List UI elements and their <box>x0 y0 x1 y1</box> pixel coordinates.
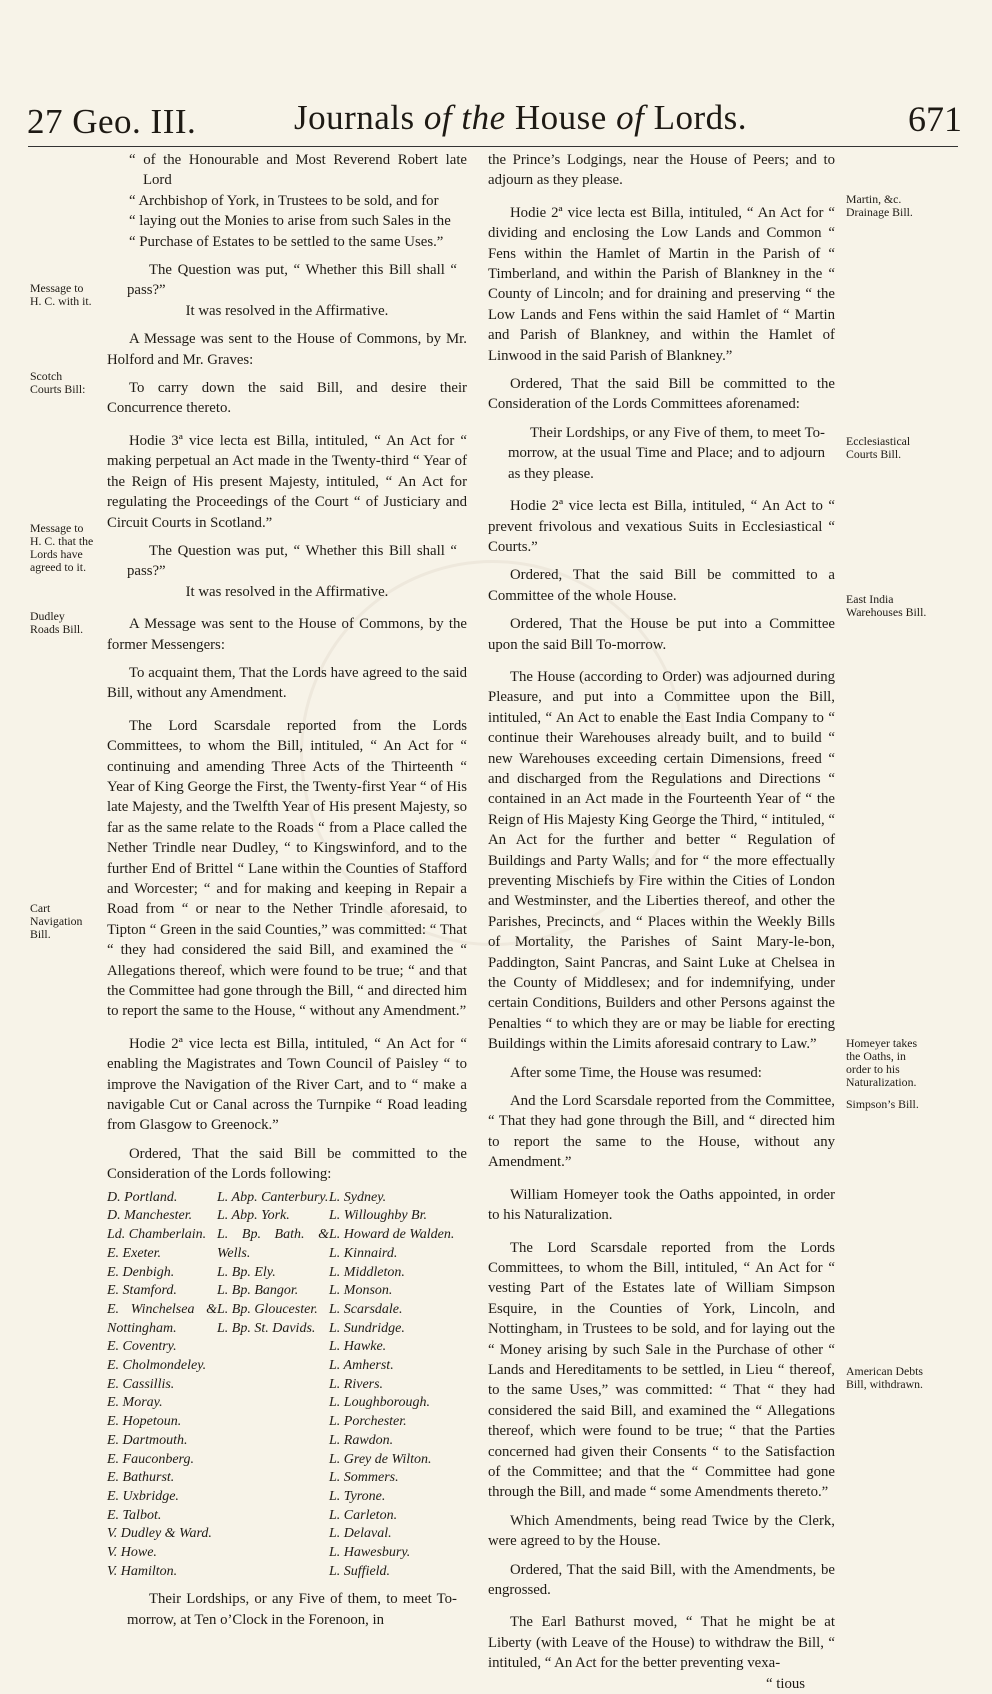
lord-name: L. Abp. York. <box>217 1208 290 1224</box>
lord-name: L. Bp. Bath. & Wells. <box>217 1227 329 1261</box>
message-paragraph: To acquaint them, That the Lords have agreed to the said Bill, without any Amendment. <box>107 664 467 702</box>
margin-note: Martin, &c. Drainage Bill. <box>846 192 913 219</box>
lord-name: L. Rawdon. <box>329 1432 394 1448</box>
lord-name: L. Suffield. <box>329 1563 391 1579</box>
text-paragraph: Which Amendments, being read Twice by the Clerk, were agreed to by the House. <box>488 1512 835 1550</box>
lord-name: L. Rivers. <box>329 1376 384 1392</box>
lord-name: L. Sydney. <box>329 1189 387 1205</box>
title-word: of <box>423 98 453 137</box>
lord-name: L. Middleton. <box>329 1264 405 1280</box>
lords-list <box>107 1189 467 1582</box>
lords-column <box>107 1189 217 1582</box>
lord-name: Ld. Chamberlain. <box>107 1227 207 1243</box>
lord-name: E. Coventry. <box>107 1339 177 1355</box>
lord-name: D. Portland. <box>107 1189 178 1205</box>
message-paragraph: A Message was sent to the House of Commons, by Mr. Holford and Mr. Graves: <box>107 331 467 368</box>
ordered-paragraph: Ordered, That the said Bill be committed to the Consideration of the Lords Committees aforenamed: <box>488 376 835 413</box>
lord-name: L. Carleton. <box>329 1507 398 1523</box>
report-paragraph: The Lord Scarsdale reported from the Lords Committees, to whom the Bill, intituled, “ An Act for “ continuing and amending Three Acts of the Thirteenth “ Year of King George the First, the Twenty-first Year “ of His late Majesty, and the Twelfth Year of His present Majesty, so far as the same relate to the Roads “ from a Place called the Nether Trindle near Dudley, “ to Kingswinford, and to the further End of Brittel “ Lane within the Counties of Stafford and Worcester; “ and for making and keeping in Repair a Road from “ or near to the Nether Trindle aforesaid, to Tipton “ Green in the said Counties,” was committed: “ That “ they had considered the said Bill, and examined the “ Allegations thereof, which were found to be true; “ and that the Committee had gone through the Bill, “ and directed him to report the same to the House, “ without any Amendment.” <box>107 717 467 1020</box>
title-word: of <box>616 98 645 137</box>
text-line: “ laying out the Monies to arise from such Sales in the <box>129 213 451 230</box>
lord-name: L. Hawke. <box>329 1339 387 1355</box>
resolution: It was resolved in the Affirmative. <box>185 302 389 319</box>
text-line: “ Archbishop of York, in Trustees to be sold, and for <box>129 192 439 209</box>
margin-note: Ecclesiastical Courts Bill. <box>846 434 911 461</box>
lord-name: E. Stamford. <box>107 1283 177 1299</box>
page-number: 671 <box>908 99 962 139</box>
lord-name: L. Delaval. <box>329 1526 392 1542</box>
margin-note: American Debts Bill, withdrawn. <box>846 1364 924 1391</box>
question: The Question was put, “ Whether this Bill shall “ pass?” <box>127 542 457 580</box>
text-line: the Prince’s Lodgings, near the House of Peers; and to adjourn as they please. <box>488 152 835 189</box>
lord-name: E. Cassillis. <box>107 1376 175 1392</box>
lord-name: E. Uxbridge. <box>107 1488 179 1504</box>
title-word: Journals <box>294 98 415 137</box>
lord-name: V. Howe. <box>107 1545 157 1561</box>
message-paragraph: To carry down the said Bill, and desire their Concurrence thereto. <box>107 380 467 417</box>
lord-name: E. Exeter. <box>107 1245 162 1261</box>
lord-name: E. Talbot. <box>107 1507 162 1523</box>
lords-column <box>329 1189 461 1582</box>
lord-name: L. Bp. Bangor. <box>217 1283 299 1299</box>
meeting-paragraph: Their Lordships, or any Five of them, to meet To-morrow, at the usual Time and Place; and to adjourn as they please. <box>508 424 825 482</box>
text-paragraph: After some Time, the House was resumed: <box>510 1064 762 1081</box>
journal-title <box>294 98 747 138</box>
lord-name: L. Sommers. <box>329 1470 399 1486</box>
lord-name: L. Bp. St. Davids. <box>217 1320 316 1336</box>
margin-note: Cart Navigation Bill. <box>30 901 83 941</box>
report-paragraph: And the Lord Scarsdale reported from the Committee, “ That they had gone through the Bill, and “ directed him to report the same to the House, without any Amendment.” <box>488 1093 835 1171</box>
lord-name: L. Grey de Wilton. <box>329 1451 432 1467</box>
catchword: “ tious <box>765 1675 805 1692</box>
bill-paragraph: Hodie 3ª vice lecta est Billa, intituled, “ An Act for “ making perpetual an Act made in the Twenty-third “ Year of the Reign of His present Majesty, intituled, “ An Act for regulating the Proceedings of the Court “ of Justiciary and Circuit Courts in Scotland.” <box>107 432 467 531</box>
lords-column <box>217 1189 329 1582</box>
lord-name: L. Loughborough. <box>329 1395 431 1411</box>
lord-name: L. Tyrone. <box>329 1488 386 1504</box>
lord-name: L. Kinnaird. <box>329 1245 398 1261</box>
text-line: “ Purchase of Estates to be settled to the same Uses.” <box>129 233 444 250</box>
margin-note: Message to H. C. with it. <box>30 281 92 308</box>
lord-name: V. Hamilton. <box>107 1563 178 1579</box>
lord-name: E. Bathurst. <box>107 1470 175 1486</box>
lord-name: E. Hopetoun. <box>107 1414 182 1430</box>
right-column <box>488 150 835 1694</box>
lord-name: L. Scarsdale. <box>329 1301 403 1317</box>
margin-note: East India Warehouses Bill. <box>846 592 927 619</box>
lord-name: L. Sundridge. <box>329 1320 405 1336</box>
ordered-paragraph: Ordered, That the House be put into a Committee upon the said Bill To-morrow. <box>488 616 835 653</box>
report-paragraph: The Lord Scarsdale reported from the Lords Committees, to whom the Bill, intituled, “ An Act for “ vesting Part of the Estates late of William Simpson Esquire, in the Counties of York, Lincoln, and Nottingham, in Trustees to be sold, and for laying out the “ Money arising by such Sale in the Purchase of other “ Lands and Hereditaments to be settled, in Lieu “ thereof, to the same Uses,” was committed: “ That “ they had considered the said Bill, and examined the “ Allegations thereof, which were found to be true; “ that the Parties concerned had given their Consents “ to the Satisfaction of the Committee; and that the “ Committee had gone through the Bill, and made “ some Amendments thereto.” <box>488 1239 835 1501</box>
margin-note: Scotch Courts Bill: <box>30 369 86 396</box>
lord-name: L. Bp. Gloucester. <box>217 1301 318 1317</box>
ordered-paragraph: Ordered, That the said Bill be committed to a Committee of the whole House. <box>488 567 835 604</box>
page-header <box>22 78 970 141</box>
bill-paragraph: Hodie 2ª vice lecta est Billa, intituled, “ An Act to “ prevent frivolous and vexatious Suits in Ecclesiastical “ Courts.” <box>488 498 835 555</box>
title-word: House <box>514 98 607 137</box>
motion-paragraph: The Earl Bathurst moved, “ That he might be at Liberty (with Leave of the House) to withdraw the Bill, “ intituled, “ An Act for the better preventing vexa- <box>488 1614 835 1672</box>
lord-name: L. Monson. <box>329 1283 393 1299</box>
lord-name: L. Willoughby Br. <box>329 1208 428 1224</box>
ordered-paragraph: Ordered, That the said Bill, with the Amendments, be engrossed. <box>488 1561 835 1598</box>
title-word: Lords. <box>653 98 747 137</box>
lord-name: V. Dudley & Ward. <box>107 1526 212 1542</box>
resolution: It was resolved in the Affirmative. <box>185 583 389 600</box>
lord-name: L. Bp. Ely. <box>217 1264 276 1280</box>
message-paragraph: A Message was sent to the House of Commons, by the former Messengers: <box>107 616 467 653</box>
lord-name: E. Moray. <box>107 1395 163 1411</box>
lord-name: L. Amherst. <box>329 1358 394 1374</box>
margin-note: Homeyer takes the Oaths, in order to his Naturalization. <box>846 1036 918 1089</box>
lord-name: E. Cholmondeley. <box>107 1358 207 1374</box>
title-word: the <box>461 98 506 137</box>
regnal-year: 27 Geo. III. <box>27 102 197 141</box>
ordered-paragraph: Ordered, That the said Bill be committed to the Consideration of the Lords following: <box>107 1145 467 1183</box>
bill-paragraph: Hodie 2ª vice lecta est Billa, intituled, “ An Act for “ dividing and enclosing the Low Lands and Common “ Fens within the Hamlet of Martin in the Parish of “ Timberland, and within the Parish of Blankney in the “ County of Lincoln; and for draining and preserving “ the Low Lands and Fens within the said Hamlet of “ Martin and Parish of Blankney, and within the Hamlet of Linwood in the said Parish of Blankney.” <box>488 204 835 364</box>
lord-name: E. Winchelsea & Nottingham. <box>107 1301 217 1336</box>
question: The Question was put, “ Whether this Bill shall “ pass?” <box>127 262 457 299</box>
bill-paragraph: Hodie 2ª vice lecta est Billa, intituled, “ An Act for “ enabling the Magistrates and Town Council of Paisley “ to improve the Navigation of the River Cart, and to “ make a navigable Cut or Canal across the Turnpike “ Road leading from Glasgow to Greenock.” <box>107 1035 467 1134</box>
lord-name: E. Fauconberg. <box>107 1451 194 1467</box>
lord-name: L. Abp. Canterbury. <box>217 1189 329 1205</box>
lord-name: E. Dartmouth. <box>107 1432 188 1448</box>
margin-note: Dudley Roads Bill. <box>30 609 84 636</box>
header-rule <box>28 146 958 147</box>
lord-name: L. Hawesbury. <box>329 1545 411 1561</box>
oath-paragraph: William Homeyer took the Oaths appointed, in order to his Naturalization. <box>488 1186 835 1224</box>
meeting-paragraph: Their Lordships, or any Five of them, to meet To-morrow, at Ten o’Clock in the Forenoon, in <box>127 1591 457 1628</box>
left-column <box>107 150 467 1630</box>
committee-paragraph: The House (according to Order) was adjourned during Pleasure, and put into a Committee upon the Bill, intituled, “ An Act to enable the East India Company to “ continue their Warehouses already built, and to build “ new Warehouses exceeding certain Dimensions, freed “ and discharged from the Regulations and Directions “ contained in an Act made in the Fourteenth Year of “ the Reign of His Majesty King George the Third, “ intituled, “ An Act for the further and better “ Regulation of Buildings and Party Walls; and for “ the more effectually preventing Mischiefs by Fire within the Cities of London and Westminster, and the Liberties thereof, and other the Parishes, Precincts, and “ Places within the Weekly Bills of Mortality, the Parishes of Saint Mary-le-bon, Paddington, Saint Pancras, and Saint Luke at Chelsea in the County of Middlesex; and for indemnifying, under certain Conditions, Builders and other Persons against the Penalties “ to which they are or may be liable for erecting Buildings within the Limits aforesaid contrary to Law.” <box>488 668 835 1053</box>
margin-note: Simpson’s Bill. <box>846 1097 919 1111</box>
text-line: “ of the Honourable and Most Reverend Robert late Lord <box>129 152 467 189</box>
lord-name: E. Denbigh. <box>107 1264 175 1280</box>
lord-name: L. Porchester. <box>329 1414 407 1430</box>
lord-name: D. Manchester. <box>107 1208 193 1224</box>
lord-name: L. Howard de Walden. <box>329 1227 455 1243</box>
margin-note: Message to H. C. that the Lords have agreed to it. <box>30 521 94 574</box>
